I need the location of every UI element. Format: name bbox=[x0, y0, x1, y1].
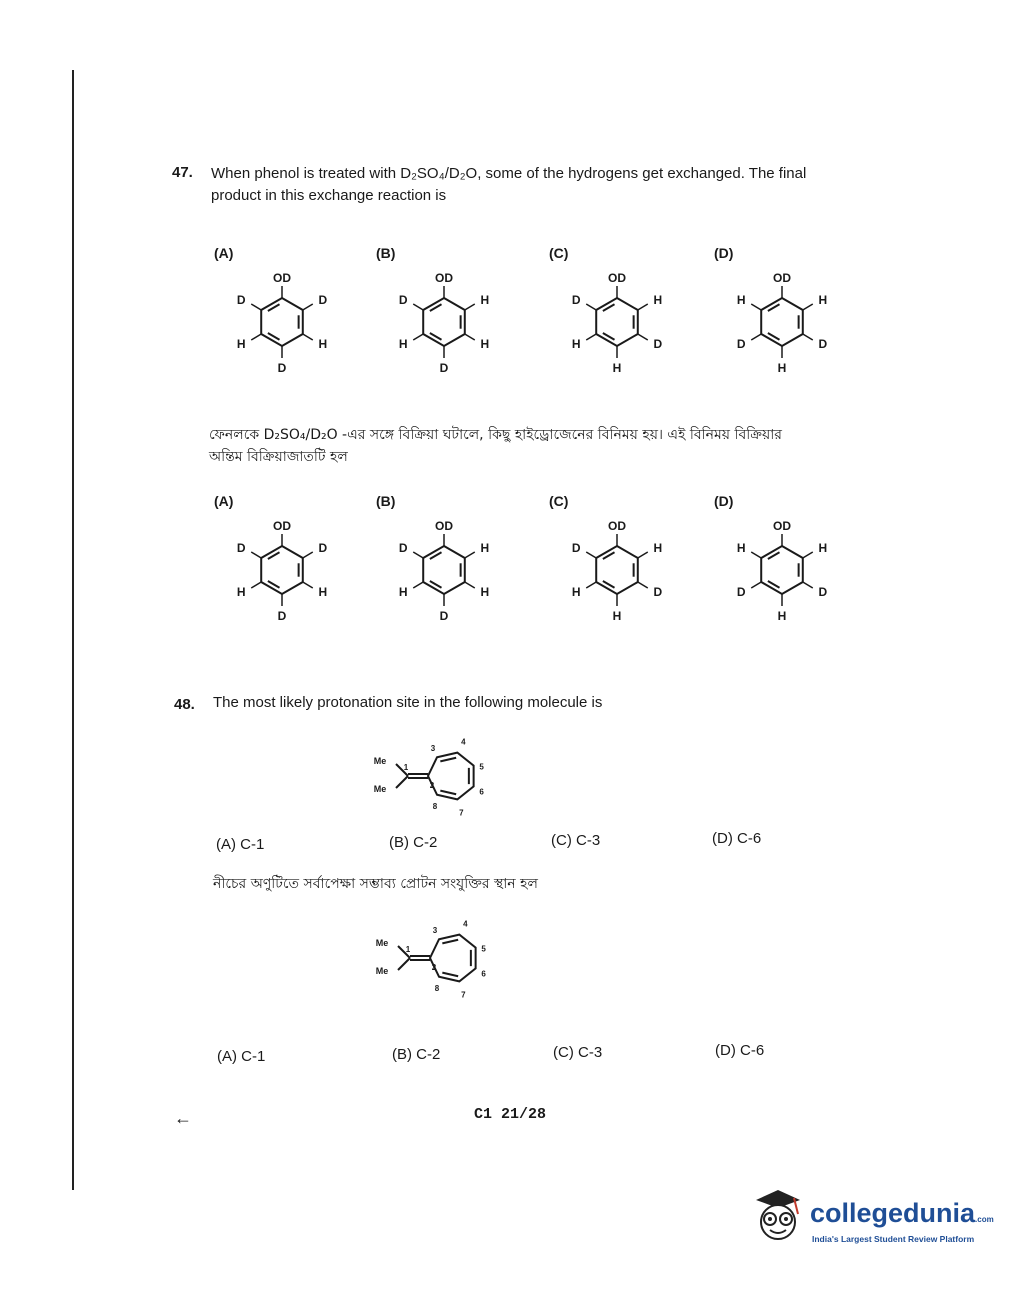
atom-number-5: 5 bbox=[481, 944, 486, 954]
atom-number-2: 2 bbox=[429, 781, 435, 790]
structure-option-2 bbox=[549, 245, 662, 375]
substituent-top: OD bbox=[435, 271, 453, 285]
atom-number-1: 1 bbox=[403, 763, 409, 772]
substituent-upper-right: H bbox=[653, 541, 663, 555]
option-label: (A) bbox=[214, 245, 234, 261]
atom-number-8: 8 bbox=[432, 801, 438, 811]
q48-bengali-option-a: (A) C-1 bbox=[217, 1048, 266, 1065]
methyl-label-bottom: Me bbox=[375, 966, 389, 976]
substituent-lower-left: H bbox=[398, 585, 408, 599]
substituent-top: OD bbox=[773, 519, 791, 533]
question-47-line1: When phenol is treated with D₂SO₄/D₂O, some of the hydrogens get exchanged. The final bbox=[211, 165, 807, 182]
structure-option-3 bbox=[714, 245, 827, 375]
option-label: (C) bbox=[549, 493, 569, 509]
option-label: (D) bbox=[714, 493, 734, 509]
question-47-bengali-line1: ফেনলকে D₂SO₄/D₂O -এর সঙ্গে বিক্রিয়া ঘটালে, কিছু হাইড্রোজেনের বিনিময় হয়। এই বিনিময় বিক্রিয়ার bbox=[209, 427, 782, 443]
substituent-bond bbox=[251, 582, 261, 588]
substituent-bottom: H bbox=[777, 361, 787, 375]
substituent-lower-left: H bbox=[236, 585, 246, 599]
benzene-ring bbox=[261, 298, 303, 346]
option-label: (B) bbox=[376, 245, 396, 261]
collegedunia-logo bbox=[748, 1186, 994, 1256]
substituent-bond bbox=[413, 582, 423, 588]
substituent-bond bbox=[251, 304, 261, 310]
structure-option-0 bbox=[214, 493, 327, 623]
substituent-top: OD bbox=[608, 519, 626, 533]
substituent-bond bbox=[751, 334, 761, 340]
substituent-upper-left: D bbox=[571, 293, 581, 307]
logo-suffix: .com bbox=[975, 1215, 994, 1224]
q48-option-c: (C) C-3 bbox=[551, 832, 601, 849]
benzene-ring bbox=[596, 298, 638, 346]
substituent-bond bbox=[465, 304, 475, 310]
atom-number-6: 6 bbox=[479, 787, 484, 797]
structure-option-1 bbox=[376, 493, 489, 623]
logo-name: collegedunia bbox=[810, 1198, 976, 1228]
substituent-upper-right: D bbox=[318, 541, 328, 555]
substituent-upper-left: D bbox=[236, 541, 246, 555]
atom-number-1: 1 bbox=[405, 945, 411, 954]
substituent-bottom: D bbox=[439, 609, 449, 623]
substituent-lower-right: D bbox=[653, 337, 663, 351]
question-48-text: The most likely protonation site in the following molecule is bbox=[213, 694, 603, 711]
substituent-bond bbox=[751, 552, 761, 558]
substituent-top: OD bbox=[435, 519, 453, 533]
substituent-bond bbox=[465, 334, 475, 340]
logo-tagline: India's Largest Student Review Platform bbox=[812, 1234, 975, 1244]
substituent-bond bbox=[803, 582, 813, 588]
substituent-bond bbox=[638, 582, 648, 588]
methyl-bond bbox=[396, 776, 408, 788]
substituent-upper-right: H bbox=[480, 293, 490, 307]
atom-number-7: 7 bbox=[459, 808, 464, 818]
ring-double-bond bbox=[442, 973, 458, 977]
option-label: (B) bbox=[376, 493, 396, 509]
benzene-ring bbox=[761, 546, 803, 594]
substituent-bond bbox=[586, 582, 596, 588]
substituent-lower-left: H bbox=[398, 337, 408, 351]
substituent-bottom: D bbox=[439, 361, 449, 375]
structure-option-2 bbox=[549, 493, 662, 623]
substituent-upper-left: H bbox=[736, 541, 746, 555]
substituent-upper-right: H bbox=[818, 541, 828, 555]
substituent-bond bbox=[751, 304, 761, 310]
atom-number-3: 3 bbox=[432, 926, 438, 936]
substituent-upper-right: H bbox=[818, 293, 828, 307]
substituent-top: OD bbox=[773, 271, 791, 285]
substituent-lower-right: D bbox=[818, 585, 828, 599]
substituent-bond bbox=[251, 334, 261, 340]
substituent-bond bbox=[638, 304, 648, 310]
methyl-bond bbox=[398, 958, 410, 970]
substituent-bottom: H bbox=[777, 609, 787, 623]
atom-number-8: 8 bbox=[434, 983, 440, 993]
substituent-bond bbox=[465, 552, 475, 558]
atom-number-2: 2 bbox=[431, 963, 437, 972]
substituent-upper-right: H bbox=[480, 541, 490, 555]
ring-double-bond bbox=[440, 758, 456, 762]
structure-option-3 bbox=[714, 493, 827, 623]
substituent-bottom: D bbox=[277, 609, 287, 623]
substituent-lower-right: H bbox=[318, 337, 328, 351]
question-47-text bbox=[211, 163, 871, 207]
substituent-bond bbox=[751, 582, 761, 588]
substituent-bond bbox=[413, 334, 423, 340]
substituent-lower-left: D bbox=[736, 337, 746, 351]
ring-double-bond bbox=[442, 940, 458, 944]
q48-bengali-option-d: (D) C-6 bbox=[715, 1042, 765, 1059]
question-47-number: 47. bbox=[172, 164, 193, 181]
benzene-ring bbox=[261, 546, 303, 594]
substituent-bond bbox=[465, 582, 475, 588]
option-label: (C) bbox=[549, 245, 569, 261]
substituent-upper-left: H bbox=[736, 293, 746, 307]
methyl-label-top: Me bbox=[373, 756, 387, 766]
substituent-upper-right: D bbox=[318, 293, 328, 307]
question-47-bengali-text bbox=[209, 424, 869, 468]
structure-option-1 bbox=[376, 245, 489, 375]
substituent-bond bbox=[303, 334, 313, 340]
q48-bengali-text: নীচের অণুটিতে সর্বাপেক্ষা সম্ভাব্য প্রোটন সংযুক্তির স্থান হল bbox=[213, 876, 538, 892]
substituent-bond bbox=[251, 552, 261, 558]
substituent-upper-left: D bbox=[398, 293, 408, 307]
methyl-label-top: Me bbox=[375, 938, 389, 948]
substituent-upper-left: D bbox=[398, 541, 408, 555]
atom-number-4: 4 bbox=[461, 737, 466, 747]
benzene-ring bbox=[423, 546, 465, 594]
q48-bengali-option-c: (C) C-3 bbox=[553, 1044, 603, 1061]
option-label: (D) bbox=[714, 245, 734, 261]
benzene-ring bbox=[761, 298, 803, 346]
question-47-line2: product in this exchange reaction is bbox=[211, 187, 447, 204]
question-48-number: 48. bbox=[174, 696, 195, 713]
substituent-bond bbox=[303, 582, 313, 588]
q48-option-b: (B) C-2 bbox=[389, 834, 438, 851]
option-label: (A) bbox=[214, 493, 234, 509]
substituent-top: OD bbox=[608, 271, 626, 285]
substituent-bond bbox=[803, 334, 813, 340]
substituent-bond bbox=[803, 304, 813, 310]
substituent-lower-right: H bbox=[480, 585, 490, 599]
ring-double-bond bbox=[440, 791, 456, 795]
substituent-upper-left: D bbox=[236, 293, 246, 307]
q47-english-structures bbox=[0, 230, 1010, 390]
atom-number-3: 3 bbox=[430, 744, 436, 754]
substituent-bond bbox=[586, 304, 596, 310]
back-arrow-icon: ← bbox=[174, 1108, 192, 1128]
structure-option-0 bbox=[214, 245, 327, 375]
q48-molecule-english bbox=[370, 728, 510, 818]
substituent-bond bbox=[586, 334, 596, 340]
benzene-ring bbox=[423, 298, 465, 346]
question-47-bengali-line2: অন্তিম বিক্রিয়াজাতটি হল bbox=[209, 449, 348, 465]
substituent-bond bbox=[638, 552, 648, 558]
substituent-bottom: H bbox=[612, 361, 622, 375]
atom-number-6: 6 bbox=[481, 969, 486, 979]
substituent-lower-right: D bbox=[818, 337, 828, 351]
substituent-bond bbox=[413, 552, 423, 558]
substituent-lower-right: H bbox=[480, 337, 490, 351]
substituent-bond bbox=[303, 552, 313, 558]
substituent-bottom: H bbox=[612, 609, 622, 623]
substituent-upper-right: H bbox=[653, 293, 663, 307]
graduate-mascot-icon bbox=[748, 1186, 808, 1250]
q47-bengali-structures bbox=[0, 478, 1010, 638]
q48-option-d: (D) C-6 bbox=[712, 830, 762, 847]
page-number: C1 21/28 bbox=[474, 1106, 547, 1123]
benzene-ring bbox=[596, 546, 638, 594]
substituent-lower-left: H bbox=[571, 337, 581, 351]
substituent-lower-left: H bbox=[571, 585, 581, 599]
q48-molecule-bengali bbox=[372, 910, 512, 1000]
atom-number-4: 4 bbox=[463, 919, 468, 929]
q48-bengali-option-b: (B) C-2 bbox=[392, 1046, 441, 1063]
substituent-bond bbox=[638, 334, 648, 340]
substituent-bond bbox=[803, 552, 813, 558]
substituent-lower-left: D bbox=[736, 585, 746, 599]
substituent-top: OD bbox=[273, 271, 291, 285]
substituent-lower-right: D bbox=[653, 585, 663, 599]
atom-number-7: 7 bbox=[461, 990, 466, 1000]
substituent-bottom: D bbox=[277, 361, 287, 375]
methyl-label-bottom: Me bbox=[373, 784, 387, 794]
substituent-lower-left: H bbox=[236, 337, 246, 351]
q48-option-a: (A) C-1 bbox=[216, 836, 265, 853]
substituent-bond bbox=[413, 304, 423, 310]
atom-number-5: 5 bbox=[479, 762, 484, 772]
substituent-top: OD bbox=[273, 519, 291, 533]
substituent-bond bbox=[303, 304, 313, 310]
substituent-lower-right: H bbox=[318, 585, 328, 599]
substituent-bond bbox=[586, 552, 596, 558]
substituent-upper-left: D bbox=[571, 541, 581, 555]
